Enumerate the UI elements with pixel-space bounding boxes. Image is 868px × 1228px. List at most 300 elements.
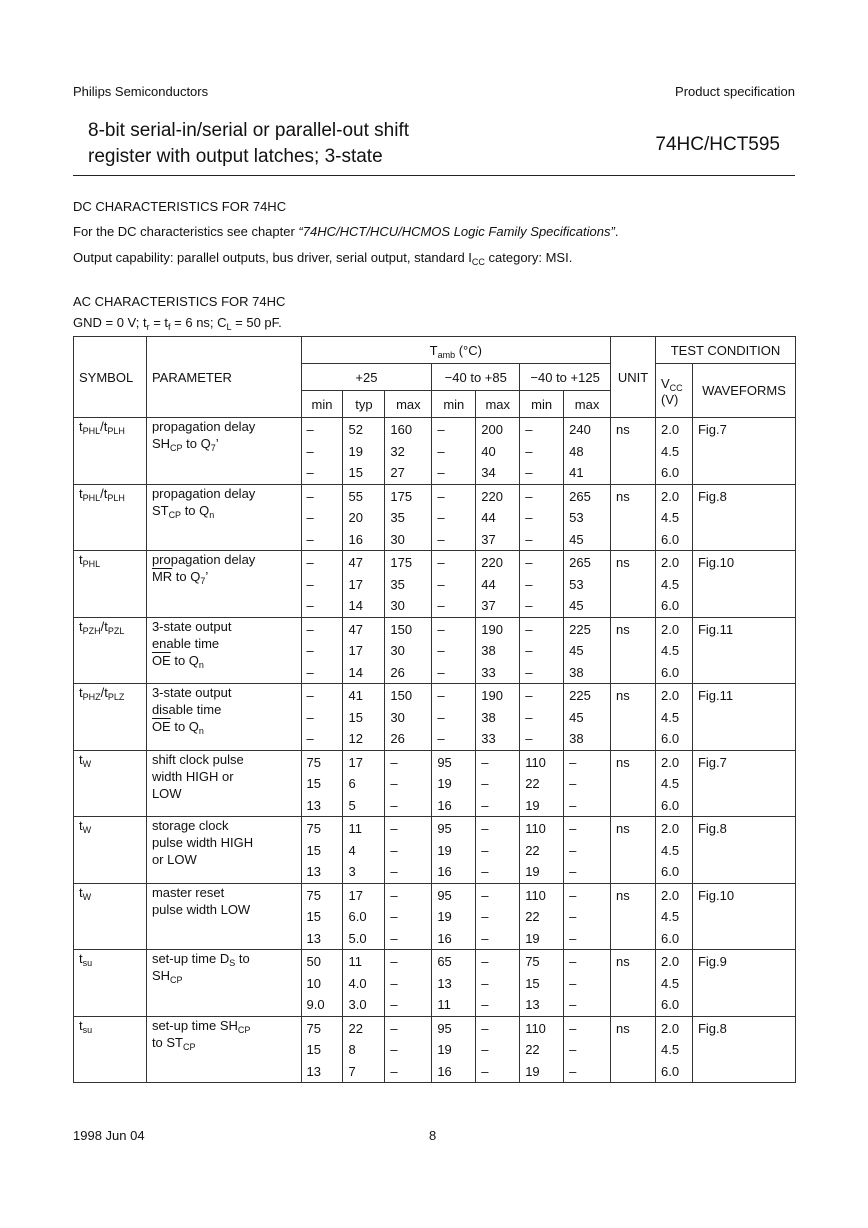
header-tamb-sub: amb — [437, 349, 456, 360]
min25-value: 13 — [306, 797, 322, 813]
max125-value: – — [569, 797, 577, 813]
unit-cell: ns — [611, 617, 656, 684]
vcc-value: 6.0 — [661, 731, 680, 746]
max85-value: 34 — [481, 465, 496, 480]
max85-value: – — [481, 997, 489, 1012]
max25-cell — [385, 817, 432, 884]
header-unit: UNIT — [611, 337, 656, 418]
vcc-cell — [656, 551, 693, 618]
max125-value: – — [569, 1063, 577, 1079]
min125-value: 22 — [525, 776, 540, 791]
parameter-cell: set-up time $SH_{CP}$ to $ST_{CP}$ — [146, 1016, 301, 1083]
max25-value: 30 — [390, 598, 405, 613]
max125-value: 53 — [569, 510, 584, 525]
unit-cell: ns — [611, 950, 656, 1017]
header-max: max — [476, 391, 520, 418]
output-capability-suffix: category: MSI. — [484, 250, 573, 265]
vcc-value: 6.0 — [661, 1063, 680, 1079]
header-125: −40 to +125 — [520, 364, 611, 391]
min25-cell — [301, 418, 343, 485]
typ25-value: 52 — [348, 422, 363, 437]
max125-value: 265 — [569, 488, 591, 504]
min85-value: – — [437, 488, 445, 504]
max125-cell — [564, 1016, 611, 1083]
max85-value: 37 — [481, 598, 496, 613]
table-row — [74, 418, 796, 485]
min125-value: 110 — [525, 754, 546, 770]
max85-cell — [476, 684, 520, 751]
max125-value: – — [569, 930, 577, 946]
min25-value: – — [306, 664, 314, 680]
min85-cell — [432, 817, 476, 884]
symbol-cell: $t_W$ — [74, 883, 147, 950]
min85-cell — [432, 484, 476, 551]
min25-cell — [301, 750, 343, 817]
typ25-value: 11 — [348, 954, 362, 969]
max125-value: 53 — [569, 576, 584, 592]
min25-cell — [301, 1016, 343, 1083]
max125-value: 48 — [569, 443, 584, 459]
symbol-cell: $t_{PHL}$ — [74, 551, 147, 618]
max25-cell — [385, 1016, 432, 1083]
table-row — [74, 484, 796, 551]
dc-reference-line — [73, 224, 618, 239]
parameter-cell: master reset pulse width LOW — [146, 883, 301, 950]
typ25-value: 8 — [348, 1042, 356, 1057]
min125-cell — [520, 883, 564, 950]
min85-value: – — [437, 531, 445, 547]
header-min: min — [301, 391, 343, 418]
typ25-cell — [343, 817, 385, 884]
max125-value: 45 — [569, 531, 584, 547]
max85-value: 44 — [481, 576, 496, 592]
min25-value: – — [306, 731, 314, 746]
min125-value: – — [525, 664, 533, 680]
min85-value: – — [437, 422, 445, 437]
max125-value: 38 — [569, 664, 584, 680]
vcc-value: 2.0 — [661, 754, 680, 770]
min85-cell — [432, 950, 476, 1017]
output-capability-line — [73, 250, 572, 265]
max25-value: – — [390, 954, 398, 969]
vcc-value: 4.5 — [661, 576, 680, 592]
vcc-cell — [656, 883, 693, 950]
vcc-value: 4.5 — [661, 842, 680, 858]
typ25-value: 6 — [348, 776, 356, 791]
vcc-value: 6.0 — [661, 997, 680, 1012]
max85-value: – — [481, 842, 489, 858]
max85-value: 44 — [481, 510, 496, 525]
max25-value: – — [390, 842, 398, 858]
typ25-value: 19 — [348, 443, 363, 459]
max85-value: – — [481, 821, 489, 836]
unit-cell: ns — [611, 684, 656, 751]
vcc-value: 4.5 — [661, 1042, 680, 1057]
parameter-cell: propagation delay $SH_{CP}$ to $Q_7$’ — [146, 418, 301, 485]
waveform-cell: Fig.8 — [692, 1016, 795, 1083]
vcc-value: 4.5 — [661, 776, 680, 791]
min125-value: – — [525, 531, 533, 547]
min125-value: – — [525, 621, 533, 637]
waveform-cell: Fig.10 — [692, 883, 795, 950]
max25-cell — [385, 551, 432, 618]
max25-value: 30 — [390, 643, 405, 658]
typ25-cell — [343, 617, 385, 684]
min85-cell — [432, 418, 476, 485]
waveform-cell: Fig.8 — [692, 484, 795, 551]
max85-value: 38 — [481, 643, 496, 658]
waveform-cell: Fig.11 — [692, 684, 795, 751]
vcc-cell — [656, 617, 693, 684]
max125-value: – — [569, 776, 577, 791]
max25-value: 32 — [390, 443, 405, 459]
header-parameter: PARAMETER — [146, 337, 301, 418]
min85-value: – — [437, 688, 445, 703]
max85-value: 190 — [481, 621, 503, 637]
typ25-cell — [343, 418, 385, 485]
max85-value: – — [481, 864, 489, 879]
vcc-cell — [656, 817, 693, 884]
max25-value: 27 — [390, 465, 405, 480]
header-vcc-unit: (V) — [661, 391, 679, 407]
min85-value: – — [437, 598, 445, 613]
min125-cell — [520, 418, 564, 485]
symbol-cell: $t_{PHZ}/t_{PLZ}$ — [74, 684, 147, 751]
min25-cell — [301, 484, 343, 551]
max85-value: 190 — [481, 688, 503, 703]
min85-value: – — [437, 555, 445, 570]
waveform-cell: Fig.11 — [692, 617, 795, 684]
vcc-cell — [656, 1016, 693, 1083]
max25-value: 160 — [390, 422, 413, 437]
symbol-cell: $t_{PHL}/t_{PLH}$ — [74, 484, 147, 551]
max85-value: 37 — [481, 531, 496, 547]
min25-cell — [301, 551, 343, 618]
typ25-value: 4.0 — [348, 975, 367, 991]
max85-cell — [476, 551, 520, 618]
parameter-cell: propagation delay $ST_{CP}$ to $Q_n$ — [146, 484, 301, 551]
min85-value: – — [437, 643, 445, 658]
typ25-value: 55 — [348, 488, 363, 504]
min125-value: 19 — [525, 930, 540, 946]
typ25-cell — [343, 484, 385, 551]
min25-cell — [301, 617, 343, 684]
max125-cell — [564, 883, 611, 950]
min85-value: – — [437, 664, 445, 680]
typ25-value: 17 — [348, 576, 363, 592]
min25-value: – — [306, 465, 314, 480]
max125-value: – — [569, 997, 577, 1012]
max125-value: – — [569, 821, 577, 836]
min25-value: 75 — [306, 887, 322, 903]
max25-value: – — [390, 887, 398, 903]
min125-value: – — [525, 555, 533, 570]
max25-cell — [385, 883, 432, 950]
max85-cell — [476, 950, 520, 1017]
symbol-cell: $t_{PHL}/t_{PLH}$ — [74, 418, 147, 485]
min25-cell — [301, 883, 343, 950]
header-symbol: SYMBOL — [74, 337, 147, 418]
max25-value: – — [390, 864, 398, 879]
max85-value: – — [481, 909, 489, 924]
min125-value: 13 — [525, 997, 540, 1012]
vcc-value: 4.5 — [661, 510, 680, 525]
max25-cell — [385, 418, 432, 485]
vcc-value: 2.0 — [661, 488, 680, 504]
typ25-value: 47 — [348, 555, 363, 570]
typ25-value: 20 — [348, 510, 363, 525]
min85-value: 95 — [437, 887, 452, 903]
max125-value: – — [569, 754, 577, 770]
max125-value: 265 — [569, 555, 591, 570]
ac-characteristics-table — [73, 336, 796, 1083]
typ25-value: 16 — [348, 531, 363, 547]
vcc-value: 4.5 — [661, 909, 680, 924]
max25-value: – — [390, 1063, 398, 1079]
vcc-value: 6.0 — [661, 598, 680, 613]
min25-value: – — [306, 621, 314, 637]
header-max: max — [385, 391, 432, 418]
header-divider — [73, 175, 795, 176]
max85-value: 220 — [481, 555, 503, 570]
max25-value: – — [390, 821, 398, 836]
vcc-value: 6.0 — [661, 930, 680, 946]
min25-value: 75 — [306, 821, 322, 836]
min85-value: 95 — [437, 1020, 452, 1036]
header-85: −40 to +85 — [432, 364, 520, 391]
min125-cell — [520, 817, 564, 884]
max125-value: – — [569, 1042, 577, 1057]
min125-cell — [520, 617, 564, 684]
min85-value: 19 — [437, 1042, 452, 1057]
min85-value: 11 — [437, 997, 451, 1012]
unit-cell: ns — [611, 750, 656, 817]
vcc-value: 2.0 — [661, 821, 680, 836]
min25-value: 15 — [306, 1042, 322, 1057]
min25-value: 10 — [306, 975, 322, 991]
min25-value: 13 — [306, 864, 322, 879]
min25-cell — [301, 950, 343, 1017]
header-tamb — [301, 337, 610, 364]
min125-value: – — [525, 488, 533, 504]
table-row — [74, 1016, 796, 1083]
vcc-value: 4.5 — [661, 443, 680, 459]
typ25-value: 17 — [348, 887, 363, 903]
typ25-value: 15 — [348, 465, 363, 480]
max125-cell — [564, 750, 611, 817]
max125-value: 45 — [569, 598, 584, 613]
min85-value: 13 — [437, 975, 452, 991]
typ25-value: 17 — [348, 643, 363, 658]
min85-value: 16 — [437, 797, 452, 813]
min125-value: – — [525, 688, 533, 703]
max125-value: 45 — [569, 643, 584, 658]
dc-reference-prefix: For the DC characteristics see chapter — [73, 224, 299, 239]
typ25-value: 12 — [348, 731, 363, 746]
max125-value: – — [569, 975, 577, 991]
unit-cell: ns — [611, 1016, 656, 1083]
min125-value: 110 — [525, 887, 546, 903]
dc-reference-suffix: . — [614, 224, 619, 239]
min125-cell — [520, 750, 564, 817]
page-number: 8 — [429, 1128, 437, 1143]
symbol-cell: $t_W$ — [74, 817, 147, 884]
min125-value: 110 — [525, 1020, 546, 1036]
min25-value: 15 — [306, 842, 322, 858]
max85-cell — [476, 750, 520, 817]
header-test-condition: TEST CONDITION — [656, 337, 796, 364]
vcc-value: 6.0 — [661, 797, 680, 813]
min85-value: 65 — [437, 954, 452, 969]
min25-value: 15 — [306, 776, 322, 791]
min85-value: – — [437, 709, 445, 725]
waveform-cell: Fig.7 — [692, 418, 795, 485]
unit-cell: ns — [611, 418, 656, 485]
max85-value: – — [481, 1042, 489, 1057]
max85-value: – — [481, 887, 489, 903]
output-capability-prefix: Output capability: parallel outputs, bus driver, serial output, standard I — [73, 250, 472, 265]
min25-value: – — [306, 531, 314, 547]
min25-value: 15 — [306, 909, 322, 924]
max125-value: 38 — [569, 731, 584, 746]
min125-value: – — [525, 709, 533, 725]
max25-cell — [385, 950, 432, 1017]
vcc-value: 4.5 — [661, 643, 680, 658]
min125-cell — [520, 950, 564, 1017]
company-name: Philips Semiconductors — [73, 84, 209, 99]
header-typ: typ — [343, 391, 385, 418]
vcc-value: 2.0 — [661, 887, 680, 903]
max25-value: 175 — [390, 555, 413, 570]
typ25-value: 47 — [348, 621, 363, 637]
table-body — [74, 418, 796, 1083]
vcc-value: 2.0 — [661, 688, 680, 703]
max125-value: – — [569, 842, 577, 858]
max85-value: – — [481, 754, 489, 770]
min25-value: 13 — [306, 930, 322, 946]
header-vcc-sub: CC — [669, 382, 683, 393]
min25-value: – — [306, 443, 314, 459]
max25-value: – — [390, 754, 398, 770]
waveform-cell: Fig.8 — [692, 817, 795, 884]
typ25-value: 11 — [348, 821, 362, 836]
parameter-cell: storage clock pulse width HIGH or LOW — [146, 817, 301, 884]
max85-value: – — [481, 930, 489, 946]
vcc-value: 6.0 — [661, 864, 680, 879]
header-tamb-unit: (°C) — [455, 342, 482, 358]
min125-value: 75 — [525, 954, 540, 969]
min85-value: 95 — [437, 821, 452, 836]
max25-value: – — [390, 930, 398, 946]
max85-value: 200 — [481, 422, 503, 437]
min25-value: – — [306, 510, 314, 525]
typ25-cell — [343, 950, 385, 1017]
max85-cell — [476, 1016, 520, 1083]
min85-value: – — [437, 576, 445, 592]
min85-value: – — [437, 731, 445, 746]
min125-value: 22 — [525, 1042, 540, 1057]
min25-value: – — [306, 688, 314, 703]
max125-cell — [564, 617, 611, 684]
waveform-cell: Fig.10 — [692, 551, 795, 618]
min85-value: 16 — [437, 864, 452, 879]
max25-value: – — [390, 1020, 398, 1036]
unit-cell: ns — [611, 817, 656, 884]
max85-value: – — [481, 1063, 489, 1079]
min25-value: 75 — [306, 754, 322, 770]
max25-value: 150 — [390, 688, 413, 703]
ac-heading: AC CHARACTERISTICS FOR 74HC — [73, 294, 286, 309]
max25-value: 175 — [390, 488, 413, 504]
waveform-cell: Fig.9 — [692, 950, 795, 1017]
max85-cell — [476, 617, 520, 684]
min25-value: – — [306, 576, 314, 592]
max25-value: – — [390, 776, 398, 791]
unit-cell: ns — [611, 883, 656, 950]
max125-value: 41 — [569, 465, 584, 480]
title-line-1: 8-bit serial-in/serial or parallel-out shift — [88, 120, 410, 141]
ac-conditions: GND = 0 V; $t_r = t_f = 6$ ns; $C_L = 50$ pF. — [73, 315, 282, 332]
min125-value: 19 — [525, 797, 540, 813]
typ25-value: 14 — [348, 664, 363, 680]
vcc-cell — [656, 484, 693, 551]
min125-value: – — [525, 443, 533, 459]
min85-value: – — [437, 621, 445, 637]
min85-cell — [432, 750, 476, 817]
max125-value: 240 — [569, 422, 591, 437]
min25-value: – — [306, 555, 314, 570]
table-row — [74, 617, 796, 684]
max25-value: – — [390, 797, 398, 813]
max25-value: 150 — [390, 621, 413, 637]
typ25-value: 22 — [348, 1020, 363, 1036]
header-waveforms: WAVEFORMS — [692, 364, 795, 418]
vcc-cell — [656, 950, 693, 1017]
typ25-value: 5 — [348, 797, 356, 813]
symbol-cell: $t_{su}$ — [74, 1016, 147, 1083]
min25-value: 75 — [306, 1020, 322, 1036]
min85-value: 16 — [437, 1063, 452, 1079]
min25-value: – — [306, 709, 314, 725]
max25-value: 26 — [390, 731, 405, 746]
max25-value: – — [390, 1042, 398, 1057]
max125-value: – — [569, 864, 577, 879]
min85-value: 19 — [437, 909, 452, 924]
min25-value: 50 — [306, 954, 322, 969]
min125-value: – — [525, 731, 533, 746]
max25-value: – — [390, 975, 398, 991]
header-vcc — [656, 364, 693, 418]
min25-value: – — [306, 643, 314, 658]
min85-value: – — [437, 510, 445, 525]
vcc-value: 6.0 — [661, 531, 680, 547]
typ25-cell — [343, 883, 385, 950]
vcc-value: 2.0 — [661, 422, 680, 437]
max125-cell — [564, 817, 611, 884]
max85-value: – — [481, 1020, 489, 1036]
min85-value: 19 — [437, 776, 452, 791]
min125-cell — [520, 684, 564, 751]
max85-value: 38 — [481, 709, 496, 725]
min125-cell — [520, 484, 564, 551]
vcc-value: 2.0 — [661, 954, 680, 969]
min25-value: 9.0 — [306, 997, 325, 1012]
max125-value: 45 — [569, 709, 584, 725]
table-row — [74, 950, 796, 1017]
part-number: 74HC/HCT595 — [655, 134, 780, 155]
min125-value: 22 — [525, 909, 540, 924]
dc-reference-title: “74HC/HCT/HCU/HCMOS Logic Family Specifications” — [298, 224, 615, 239]
